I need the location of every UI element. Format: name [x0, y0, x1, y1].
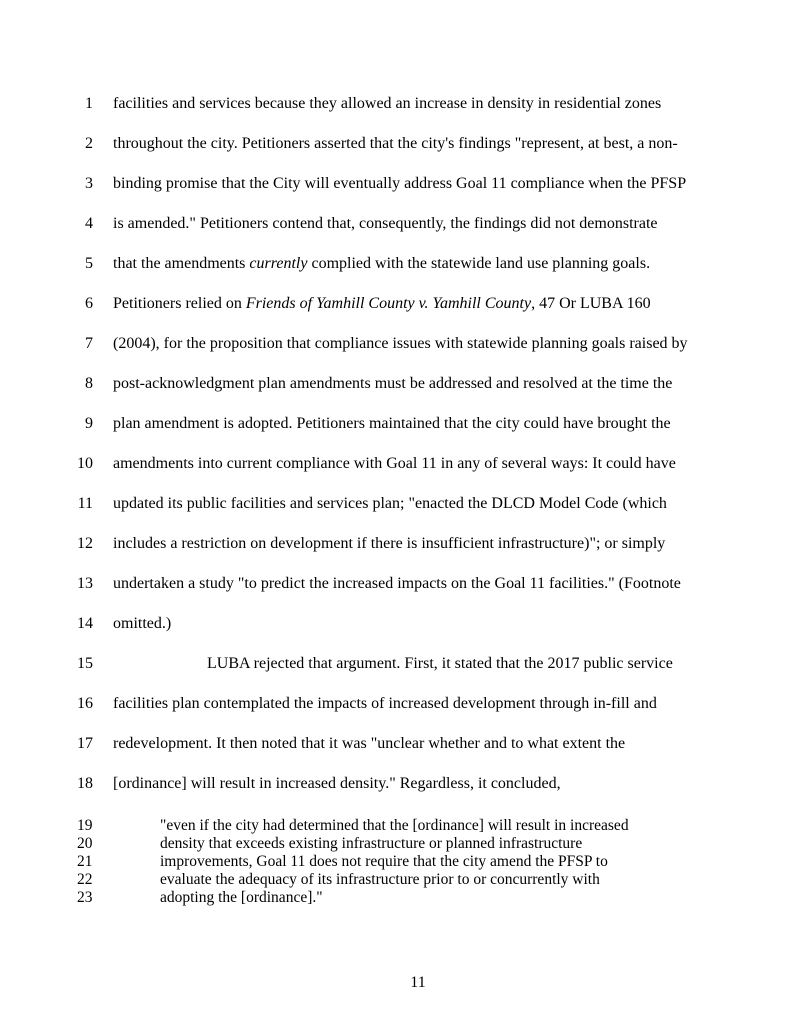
line-number: 1 [85, 95, 93, 112]
line-number: 13 [77, 575, 93, 592]
italic-text: currently [249, 255, 308, 272]
block-quote-line: evaluate the adequacy of its infrastructure prior to or concurrently with [160, 871, 600, 888]
text-segment: , 47 Or LUBA 160 [531, 295, 651, 312]
text-line: facilities and services because they allowed an increase in density in residential zones [113, 95, 662, 112]
line-number: 18 [77, 775, 93, 792]
block-quote-line: "even if the city had determined that the [ordinance] will result in increased [160, 817, 629, 834]
text-line: amendments into current compliance with Goal 11 in any of several ways: It could have [113, 455, 676, 472]
line-number: 3 [85, 175, 93, 192]
text-line: undertaken a study "to predict the increased impacts on the Goal 11 facilities." (Footnote [113, 575, 681, 592]
text-line [113, 255, 650, 273]
line-number: 2 [85, 135, 93, 152]
line-number: 19 [77, 817, 93, 834]
line-number: 11 [77, 495, 93, 512]
text-line: post-acknowledgment plan amendments must be addressed and resolved at the time the [113, 375, 673, 392]
page-number: 11 [410, 974, 426, 991]
text-line: omitted.) [113, 615, 172, 632]
italic-text: Friends of Yamhill County v. Yamhill County [245, 295, 532, 312]
text-line: facilities plan contemplated the impacts of increased development through in-fill and [113, 695, 657, 712]
line-number: 22 [77, 871, 93, 888]
text-line: plan amendment is adopted. Petitioners maintained that the city could have brought the [113, 415, 671, 432]
text-line: throughout the city. Petitioners asserted that the city's findings "represent, at best, a non- [113, 135, 678, 152]
line-number: 15 [77, 655, 93, 672]
line-number: 23 [77, 889, 93, 906]
line-number: 17 [77, 735, 93, 752]
line-number: 4 [85, 215, 93, 232]
line-number: 20 [77, 835, 93, 852]
line-number: 12 [77, 535, 93, 552]
block-quote-line: improvements, Goal 11 does not require that the city amend the PFSP to [160, 853, 608, 870]
line-number: 7 [85, 335, 93, 352]
text-line: is amended." Petitioners contend that, consequently, the findings did not demonstrate [113, 215, 658, 232]
line-number: 14 [77, 615, 93, 632]
block-quote-line: density that exceeds existing infrastructure or planned infrastructure [160, 835, 583, 852]
line-number: 9 [85, 415, 93, 432]
line-number: 16 [77, 695, 93, 712]
text-line: updated its public facilities and services plan; "enacted the DLCD Model Code (which [113, 495, 667, 512]
line-number: 6 [85, 295, 93, 312]
block-quote-line: adopting the [ordinance]." [160, 889, 323, 906]
line-number: 10 [77, 455, 93, 472]
line-number: 21 [77, 853, 93, 870]
line-number: 8 [85, 375, 93, 392]
text-line: redevelopment. It then noted that it was "unclear whether and to what extent the [113, 735, 626, 752]
text-line: (2004), for the proposition that compliance issues with statewide planning goals raised by [113, 335, 688, 352]
line-number: 5 [85, 255, 93, 272]
text-segment: that the amendments [113, 255, 250, 272]
text-line: LUBA rejected that argument. First, it stated that the 2017 public service [207, 655, 673, 672]
text-line: includes a restriction on development if there is insufficient infrastructure)"; or simply [113, 535, 666, 552]
text-segment: complied with the statewide land use planning goals. [307, 255, 651, 272]
text-segment: Petitioners relied on [113, 295, 246, 312]
text-line: [ordinance] will result in increased density." Regardless, it concluded, [113, 775, 561, 792]
text-line: binding promise that the City will eventually address Goal 11 compliance when the PFSP [113, 175, 687, 192]
text-line [113, 295, 651, 313]
